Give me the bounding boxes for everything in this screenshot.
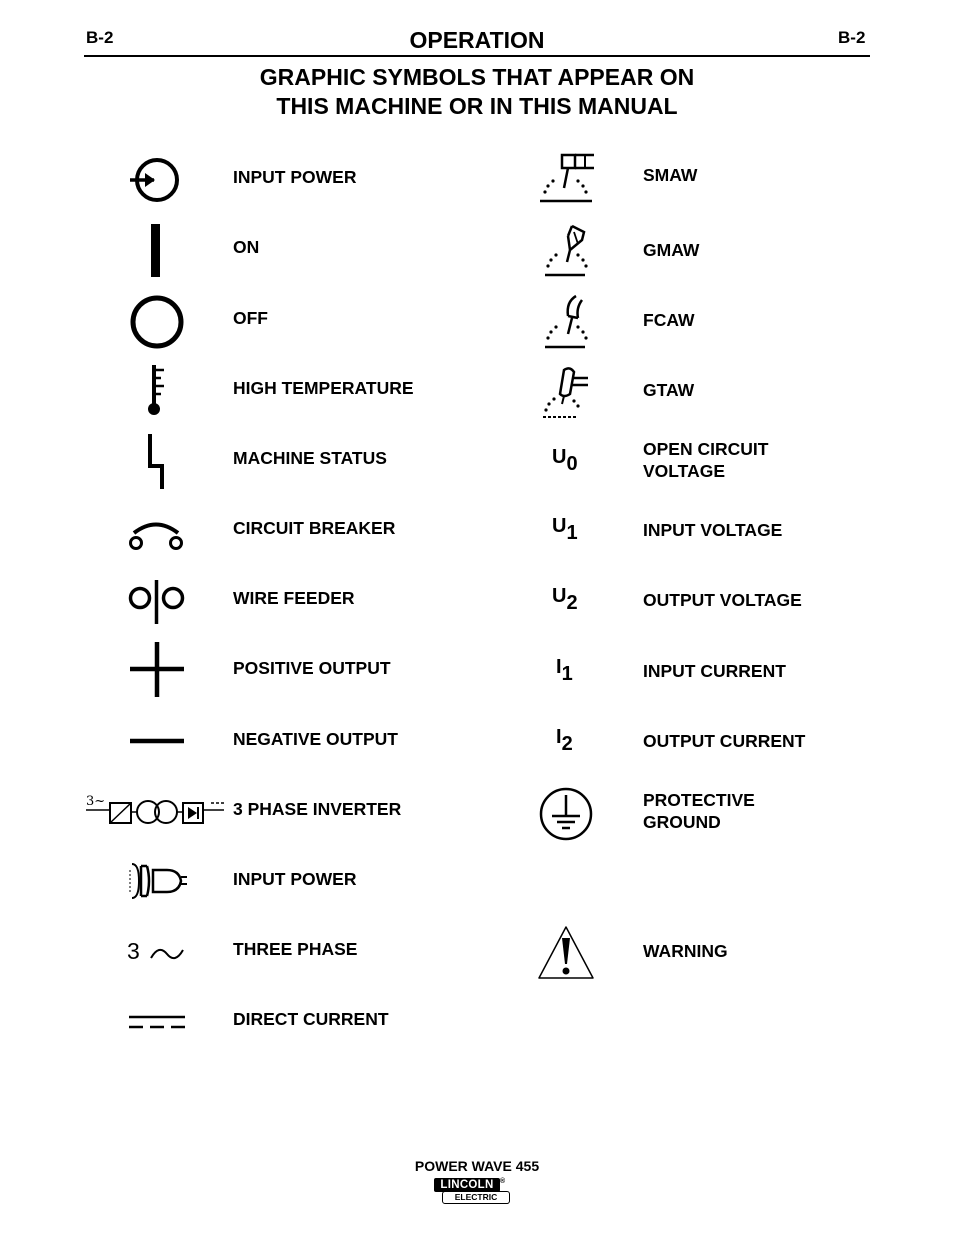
three-phase-icon bbox=[127, 938, 189, 970]
label-gmaw: GMAW bbox=[643, 240, 700, 260]
symbol-u0-sub: 0 bbox=[566, 453, 578, 475]
label-protective-ground bbox=[643, 789, 755, 833]
direct-current-icon bbox=[127, 1012, 187, 1032]
page-title bbox=[0, 63, 954, 121]
fcaw-gun-icon bbox=[540, 294, 596, 352]
footer-model: POWER WAVE 455 bbox=[414, 1158, 540, 1174]
label-direct-current: DIRECT CURRENT bbox=[233, 1009, 389, 1029]
label-smaw: SMAW bbox=[643, 165, 698, 185]
output-current-symbol bbox=[556, 726, 573, 755]
logo-lincoln: LINCOLN bbox=[434, 1178, 500, 1192]
circuit-breaker-icon bbox=[124, 516, 188, 554]
label-gtaw: GTAW bbox=[643, 380, 695, 400]
label-output-voltage: OUTPUT VOLTAGE bbox=[643, 590, 802, 610]
open-circuit-voltage-symbol bbox=[552, 446, 578, 475]
inverter-symbol-text: 3~ bbox=[86, 794, 106, 809]
symbol-i1-main: I bbox=[556, 656, 562, 678]
wire-feeder-icon bbox=[125, 578, 189, 626]
label-machine-status: MACHINE STATUS bbox=[233, 448, 387, 468]
three-phase-number: 3 bbox=[127, 938, 140, 964]
protective-ground-icon bbox=[538, 786, 596, 842]
label-input-current: INPUT CURRENT bbox=[643, 661, 786, 681]
symbol-i1-sub: 1 bbox=[561, 663, 573, 685]
symbol-u1-sub: 1 bbox=[566, 522, 578, 544]
input-power-plug-icon bbox=[124, 156, 188, 206]
symbol-u0-main: U bbox=[552, 446, 567, 468]
label-input-power-2: INPUT POWER bbox=[233, 869, 357, 889]
output-voltage-symbol bbox=[552, 585, 578, 614]
label-three-phase: THREE PHASE bbox=[233, 939, 358, 959]
input-current-symbol bbox=[556, 656, 573, 685]
thermometer-icon bbox=[142, 362, 172, 418]
warning-triangle-icon bbox=[536, 924, 596, 982]
gtaw-torch-icon bbox=[538, 364, 596, 422]
section-title: OPERATION bbox=[409, 27, 545, 53]
symbol-i2-sub: 2 bbox=[561, 733, 573, 755]
label-input-power: INPUT POWER bbox=[233, 167, 357, 187]
label-fcaw: FCAW bbox=[643, 310, 695, 330]
label-high-temperature: HIGH TEMPERATURE bbox=[233, 378, 414, 398]
label-positive-output: POSITIVE OUTPUT bbox=[233, 658, 391, 678]
label-circuit-breaker: CIRCUIT BREAKER bbox=[233, 518, 396, 538]
header-rule bbox=[84, 55, 870, 57]
input-power-connector-icon bbox=[127, 862, 189, 900]
page-number-left: B-2 bbox=[86, 28, 114, 47]
page-title-line-2: THIS MACHINE OR IN THIS MANUAL bbox=[276, 93, 678, 119]
label-on: ON bbox=[233, 237, 260, 257]
gmaw-gun-icon bbox=[540, 222, 596, 280]
label-protective-line-2: GROUND bbox=[643, 812, 721, 832]
label-wire-feeder: WIRE FEEDER bbox=[233, 588, 355, 608]
symbol-u1-main: U bbox=[552, 515, 567, 537]
label-open-circuit-voltage bbox=[643, 438, 768, 482]
label-negative-output: NEGATIVE OUTPUT bbox=[233, 729, 398, 749]
label-protective-line-1: PROTECTIVE bbox=[643, 790, 755, 810]
label-open-circuit-line-2: VOLTAGE bbox=[643, 461, 725, 481]
smaw-electrode-icon bbox=[536, 150, 600, 206]
machine-status-icon bbox=[144, 432, 168, 492]
symbol-u2-sub: 2 bbox=[566, 592, 578, 614]
symbol-u2-main: U bbox=[552, 585, 567, 607]
label-3-phase-inverter: 3 PHASE INVERTER bbox=[233, 799, 402, 819]
minus-icon bbox=[127, 735, 187, 747]
label-open-circuit-line-1: OPEN CIRCUIT bbox=[643, 439, 769, 459]
symbol-i2-main: I bbox=[556, 726, 562, 748]
label-warning: WARNING bbox=[643, 941, 728, 961]
logo-registered-mark: ® bbox=[500, 1178, 506, 1185]
lincoln-electric-logo bbox=[432, 1176, 512, 1206]
three-phase-inverter-icon bbox=[86, 794, 228, 828]
label-output-current: OUTPUT CURRENT bbox=[643, 731, 806, 751]
page-title-line-1: GRAPHIC SYMBOLS THAT APPEAR ON bbox=[259, 64, 695, 90]
input-voltage-symbol bbox=[552, 515, 578, 544]
on-bar-icon bbox=[148, 222, 164, 280]
label-off: OFF bbox=[233, 308, 268, 328]
plus-icon bbox=[127, 640, 187, 700]
label-input-voltage: INPUT VOLTAGE bbox=[643, 520, 783, 540]
logo-electric: ELECTRIC bbox=[442, 1191, 510, 1204]
off-circle-icon bbox=[127, 292, 187, 352]
page-number-right: B-2 bbox=[838, 28, 866, 47]
